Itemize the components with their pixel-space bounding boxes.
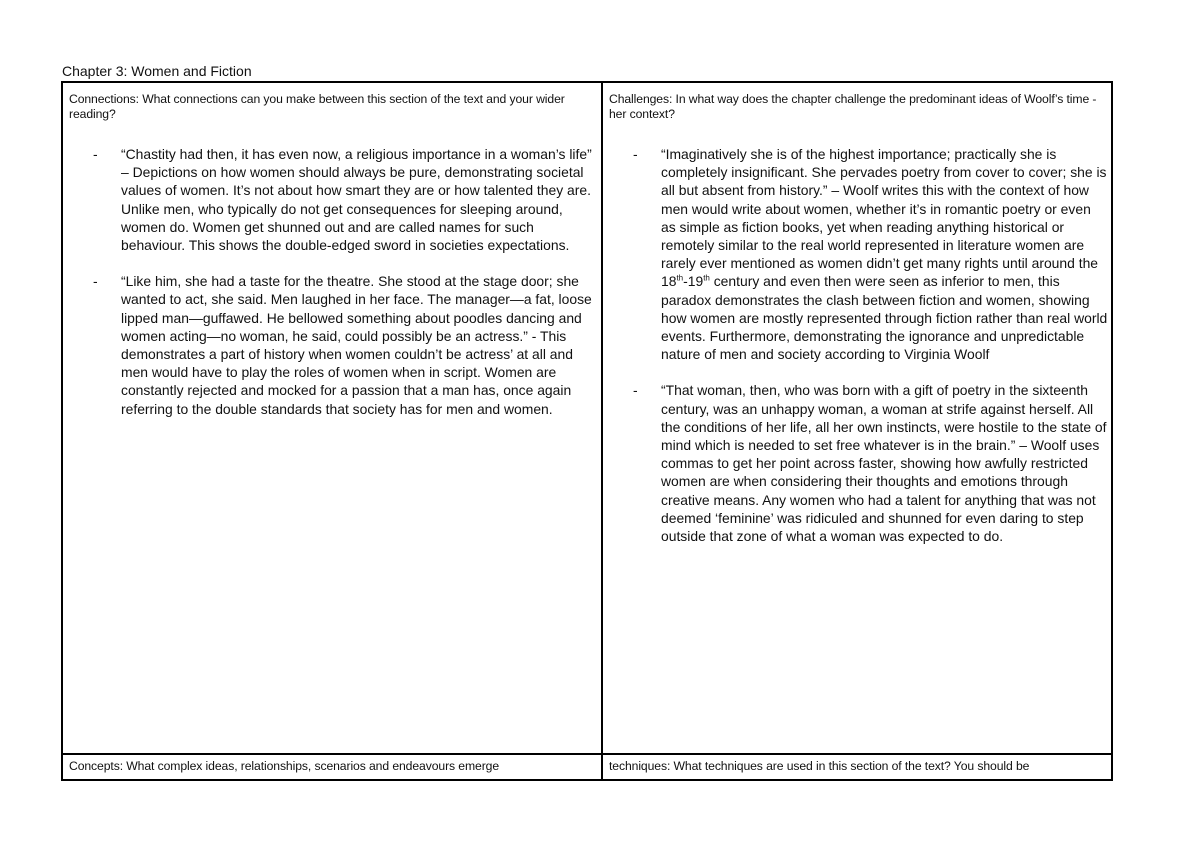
techniques-cell [609,759,1109,774]
connections-prompt: Connections: What connections can you make between this section of the text and your wider reading? [69,92,565,121]
connections-item-1: “Chastity had then, it has even now, a religious importance in a woman’s life” – Depictions on how women should always be pure, demonstrating societal values of women. It’s not about how smart they are or how talented they are. Unlike men, who typically do not get consequences for sleeping around, women do. Women get shunned out and are called names for such behaviour. This shows the double-edged sword in societies expectations. [121,146,592,254]
concepts-prompt: Concepts: What complex ideas, relationships, scenarios and endeavours emerge [69,759,500,773]
techniques-prompt: techniques: What techniques are used in this section of the text? You should be [609,759,1030,773]
row-divider [63,753,1111,755]
connections-item-2: “Like him, she had a taste for the theatre. She stood at the stage door; she wanted to act, she said. Men laughed in her face. The manager—a fat, loose lipped man—guffawed. He bellowed something about poodles dancing and women acting—no woman, he said, could possibly be an actress.” - This demonstrates a part of history when women couldn’t be actress’ at all and men would have to play the roles of women when in script. Women are constantly rejected and mocked for a passion that a man has, once again referring to the double standards that society has for men and women. [121,273,592,417]
list-item [609,145,1109,363]
column-divider [601,83,603,779]
bullet-dash: - [93,146,98,162]
list-item [69,272,595,418]
bullet-dash: - [633,146,638,162]
challenges-prompt: Challenges: In what way does the chapter challenge the predominant ideas of Woolf’s time - her context? [609,92,1097,121]
page-title: Chapter 3: Women and Fiction [62,63,252,79]
worksheet-table [61,81,1113,781]
challenges-item-1: “Imaginatively she is of the highest importance; practically she is completely insignificant. She pervades poetry from cover to cover; she is all but absent from history.” – Woolf writes this with the context of how men would write about women, whether it’s in romantic poetry or even as simple as fiction books, yet when reading anything historical or remotely similar to the real world represented in literature women are rarely ever mentioned as women didn’t get many rights until around the 18th-19th century and even then were seen as inferior to men, this paradox demonstrates the clash between fiction and women, showing how women are mostly represented through fiction rather than real world events. Furthermore, demonstrating the ignorance and unpredictable nature of men and society according to Virginia Woolf [661,146,1108,363]
challenges-item-2: “That woman, then, who was born with a gift of poetry in the sixteenth century, was an unhappy woman, a woman at strife against herself. All the conditions of her life, all her own instincts, were hostile to the state of mind which is needed to set free whatever is in the brain.” – Woolf uses commas to get her point across faster, showing how awfully restricted women are when considering their thoughts and emotions through creative means. Any women who had a talent for anything that was not deemed ‘feminine’ was ridiculed and shunned for even daring to step outside that zone of what a woman was expected to do. [661,382,1107,545]
challenges-list [609,145,1109,545]
concepts-cell [69,759,595,774]
bullet-dash: - [93,273,98,290]
connections-list [69,145,595,418]
bullet-dash: - [633,382,638,399]
list-item [609,381,1109,545]
connections-cell [69,92,595,436]
challenges-cell [609,92,1109,563]
list-item [69,145,595,254]
